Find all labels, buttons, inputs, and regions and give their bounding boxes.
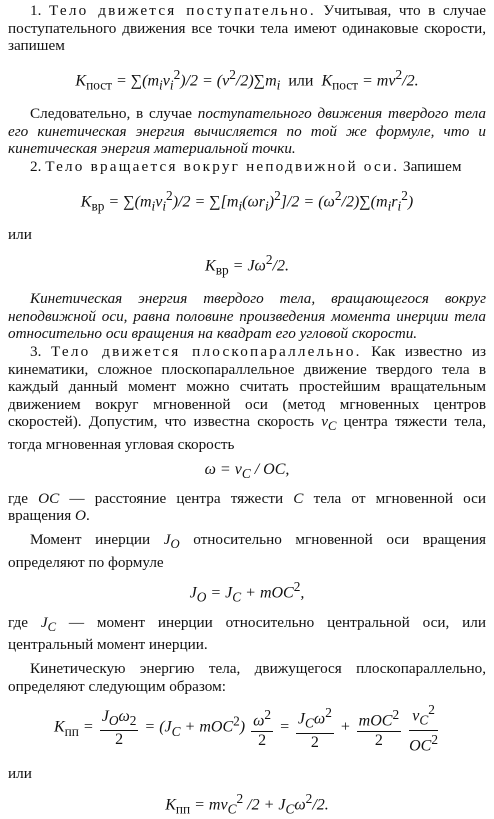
equation-angular-velocity: $\omega = v_C$ / OC, bbox=[204, 460, 290, 481]
equation-translational: $K_{пост} = \sum(m_iv_i^2)/2 = (v^2/2)\sum m_i$ или $K_{пост} = mv^2/2$. bbox=[75, 66, 419, 93]
textbook-page bbox=[8, 2, 486, 819]
section-3-paragraph: 3. Тело движется плоскопараллельно. Как известно из кинематики, сложное плоскопараллельное движение твердого тела в каждый данный момент можно считать простейшим вращательным движением вокруг мгновенной оси (метод мгновенных центров скоростей). Допустим, что известна скорость $v_C$ центра тяжести тела, тогда мгновенная угловая скорость bbox=[8, 343, 487, 454]
or-label-2: или bbox=[8, 765, 32, 783]
definition-jc: где $J_C$ — момент инерции относительно центральной оси, или центральный момент инерции. bbox=[8, 613, 486, 654]
definition-oc: где OC — расстояние центра тяжести C тела от мгновенной оси вращения O. bbox=[8, 489, 486, 525]
section-1-conclusion: Следовательно, в случае поступательного движения твердого тела его кинетическая энергия вычисляется по той же формуле, что и кинетическая энергия материальной точки. bbox=[8, 105, 486, 158]
equation-rotational-sum: $K_{вр} = \sum(m_iv_i^2)/2 = \sum[m_i(\omega r_i)^2]/2 = (\omega^2/2)\sum(m_ir_i^2)$ bbox=[80, 187, 414, 214]
section-1-paragraph: 1. Тело движется поступательно. Учитывая, что в случае поступательного движения все точки тела имеют одинаковые скорости, запишем bbox=[8, 2, 486, 55]
kinetic-energy-intro: Кинетическую энергию тела, движущегося плоскопараллельно, определяют следующим образом: bbox=[8, 660, 486, 695]
moment-of-inertia-paragraph: Момент инерции $J_O$ относительно мгновенной оси вращения определяют по формуле bbox=[8, 531, 486, 571]
equation-rotational: $K_{вр} = J\omega^2/2$. bbox=[205, 251, 289, 278]
or-label-1: или bbox=[8, 226, 32, 244]
section-2-paragraph: 2. Тело вращается вокруг неподвижной оси. Запишем bbox=[30, 158, 462, 176]
equation-plane-motion: $K_{пп} = mv_C^2$ $/2 + J_C\omega^2/2$. bbox=[165, 790, 329, 817]
section-2-conclusion: Кинетическая энергия твердого тела, вращающегося вокруг неподвижной оси, равна половине произведения момента инерции тела относительно оси вращения на квадрат его угловой скорости. bbox=[8, 290, 486, 343]
equation-plane-motion-expanded: $K_{пп}$ = $\frac{J_O\omega_2}{2}$ = $(J_C + mOC^2)$ $\frac{\omega^2}{2}$ = $\frac{J_C\omega^2}{2}$ + $\frac{mOC^2}{2}$ $\frac{v_C^2}{OC^2}$ bbox=[53, 702, 439, 755]
equation-parallel-axis: $J_O = J_C + mOC^2$, bbox=[189, 579, 305, 605]
